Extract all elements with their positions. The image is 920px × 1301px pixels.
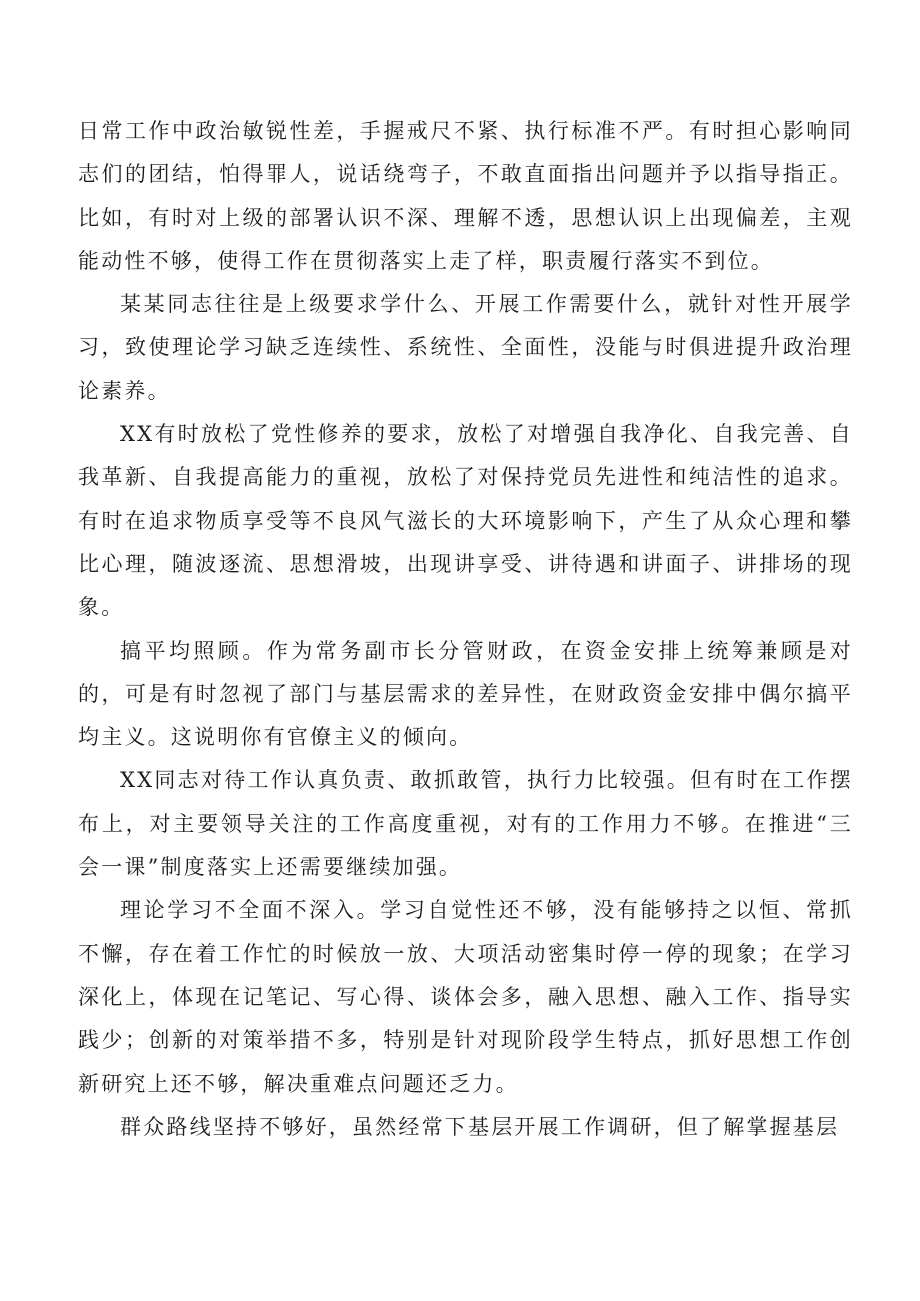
paragraph-5: XX同志对待工作认真负责、敢抓敢管，执行力比较强。但有时在工作摆布上，对主要领导关注的工作高度重视，对有的工作用力不够。在推进“三会一课”制度落实上还需要继续加强。	[78, 768, 853, 880]
paragraph-2: 某某同志往往是上级要求学什么、开展工作需要什么，就针对性开展学习，致使理论学习缺乏连续性、系统性、全面性，没能与时俱进提升政治理论素养。	[78, 292, 853, 403]
paragraph-4: 搞平均照顾。作为常务副市长分管财政，在资金安排上统筹兼顾是对的，可是有时忽视了部门与基层需求的差异性，在财政资金安排中偶尔搞平均主义。这说明你有官僚主义的倾向。	[78, 638, 853, 750]
paragraph-3: XX有时放松了党性修养的要求，放松了对增强自我净化、自我完善、自我革新、自我提高能力的重视，放松了对保持党员先进性和纯洁性的追求。有时在追求物质享受等不良风气滋长的大环境影响下，产生了从众心理和攀比心理，随波逐流、思想滑坡，出现讲享受、讲待遇和讲面子、讲排场的现象。	[78, 422, 853, 620]
paragraph-1: 日常工作中政治敏锐性差，手握戒尺不紧、执行标准不严。有时担心影响同志们的团结，怕得罪人，说话绕弯子，不敢直面指出问题并予以指导指正。比如，有时对上级的部署认识不深、理解不透，思想认识上出现偏差，主观能动性不够，使得工作在贯彻落实上走了样，职责履行落实不到位。	[78, 119, 853, 273]
document-body	[78, 110, 853, 1149]
paragraph-6: 理论学习不全面不深入。学习自觉性还不够，没有能够持之以恒、常抓不懈，存在着工作忙的时候放一放、大项活动密集时停一停的现象；在学习深化上，体现在记笔记、写心得、谈体会多，融入思想、融入工作、指导实践少；创新的对策举措不多，特别是针对现阶段学生特点，抓好思想工作创新研究上还不够，解决重难点问题还乏力。	[78, 898, 853, 1096]
paragraph-7: 群众路线坚持不够好，虽然经常下基层开展工作调研，但了解掌握基层	[120, 1114, 840, 1139]
